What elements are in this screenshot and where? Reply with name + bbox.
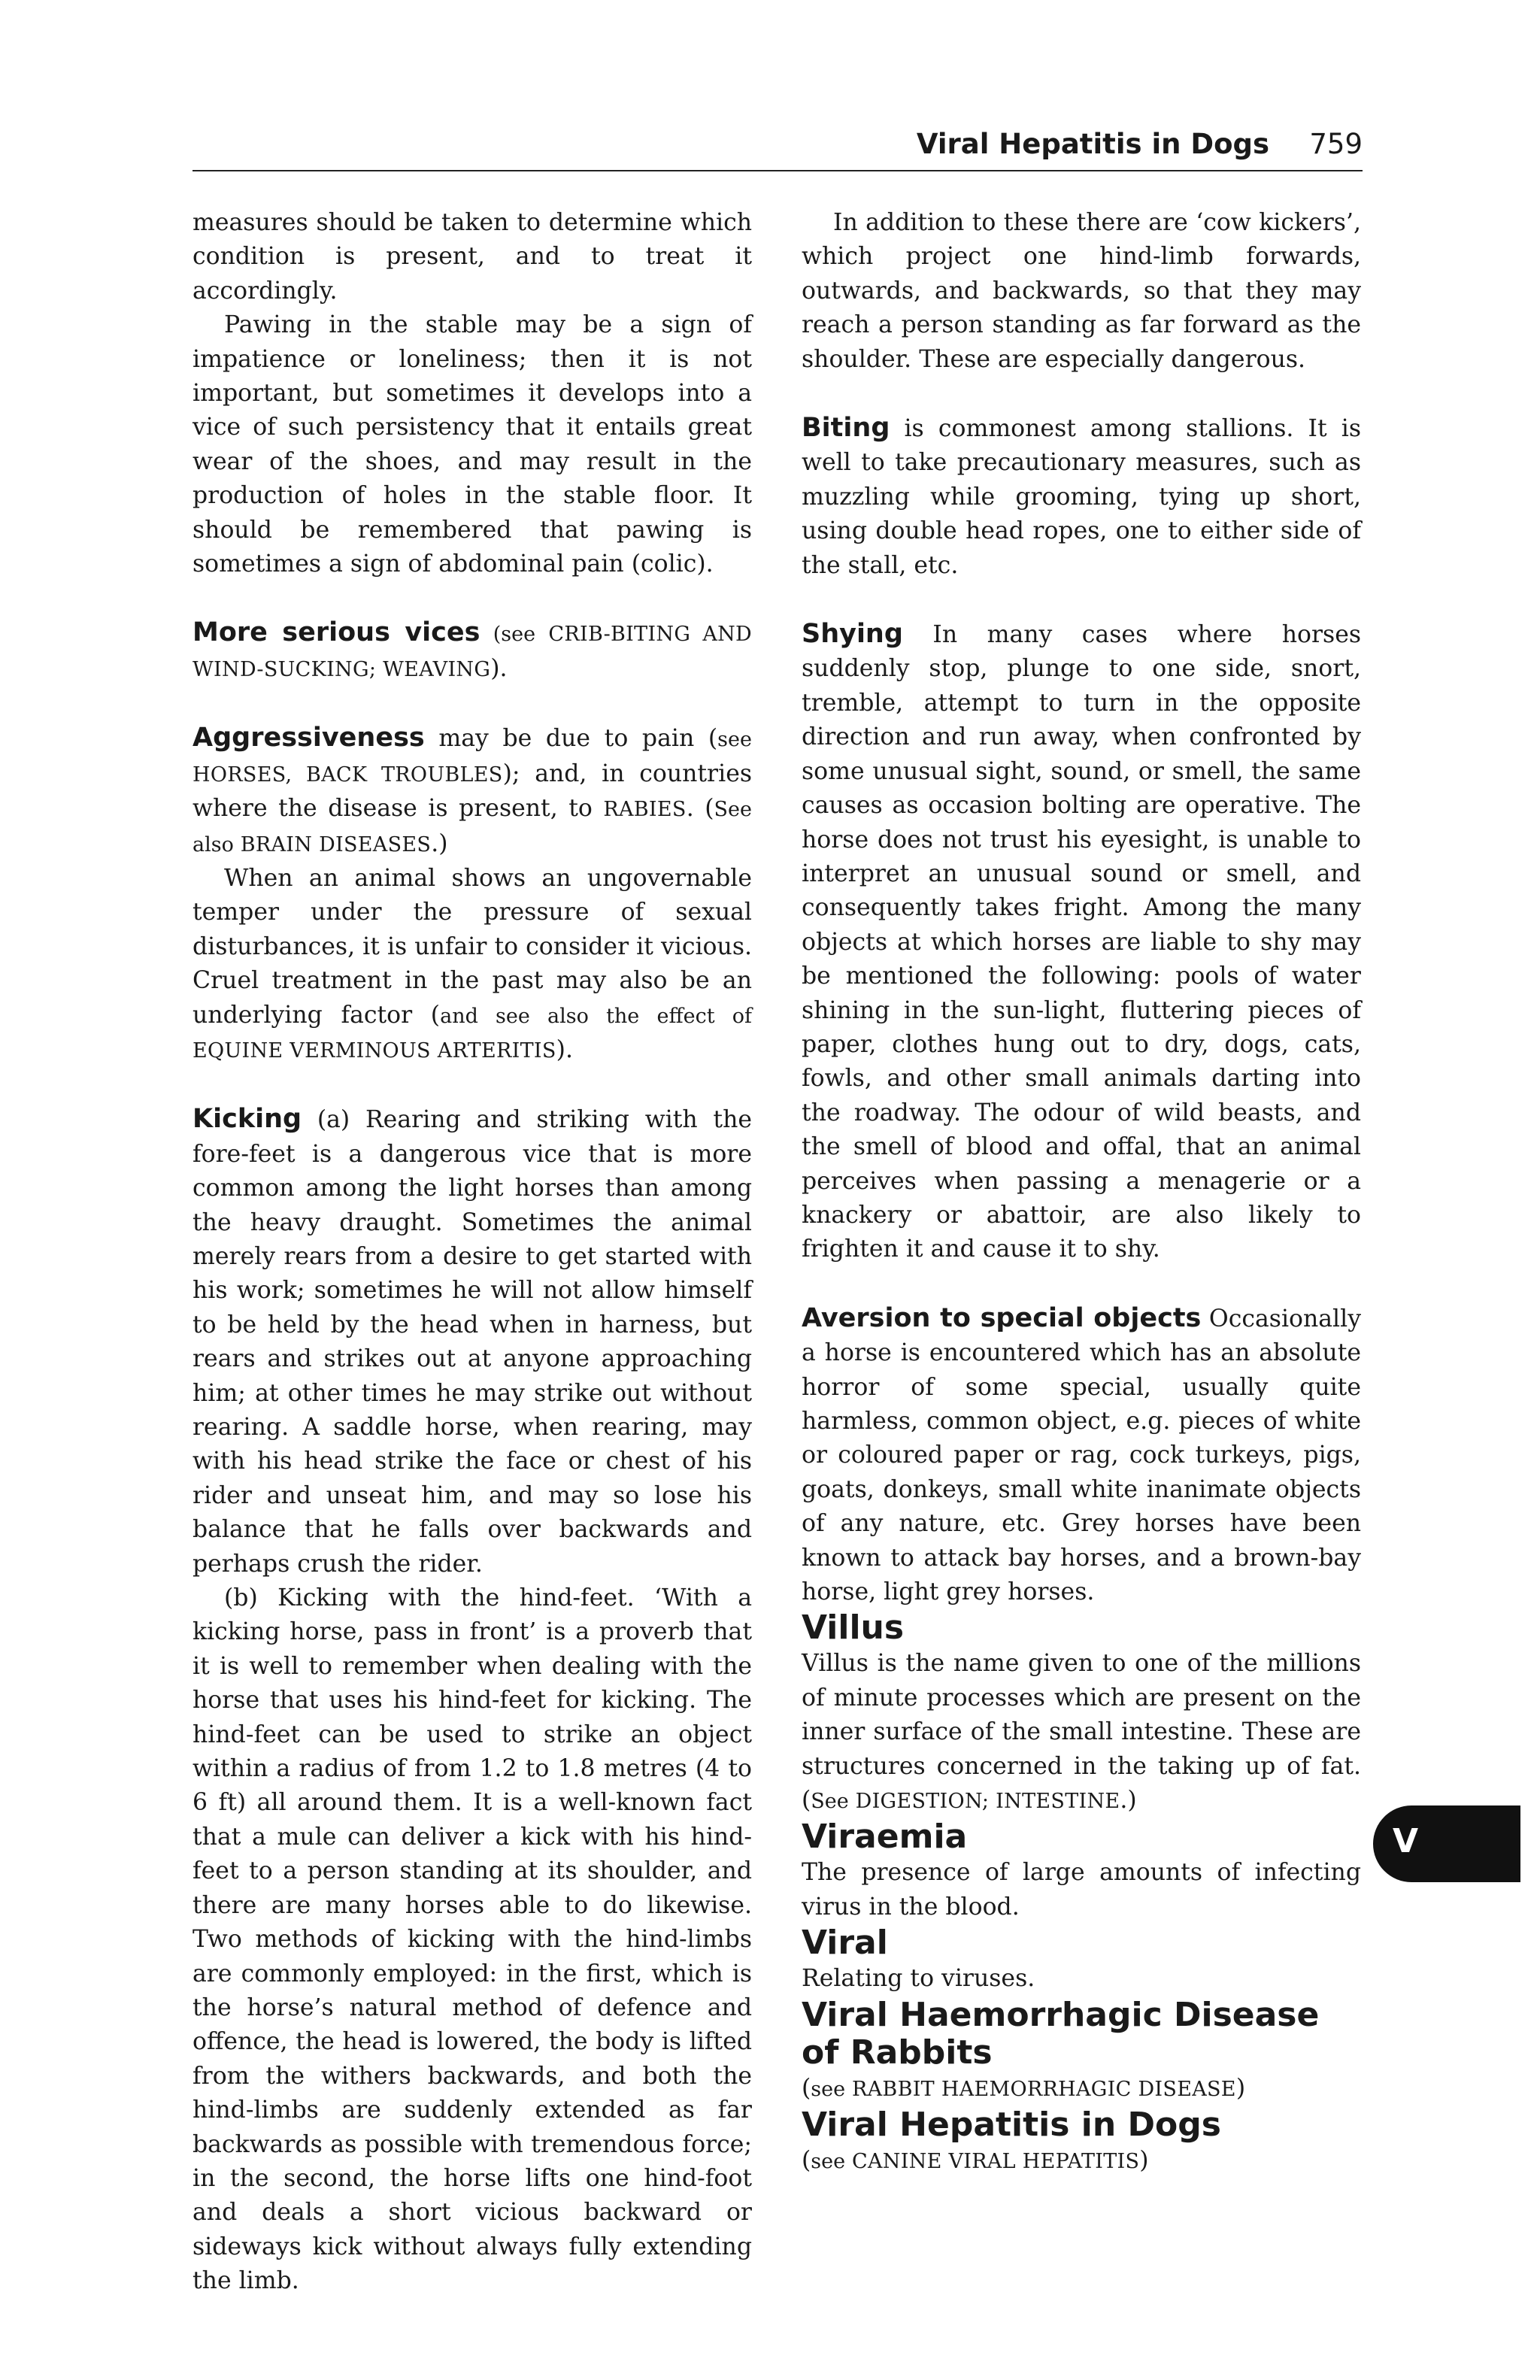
running-head-title: Viral Hepatitis in Dogs xyxy=(916,128,1269,160)
see-label: see xyxy=(811,2077,846,2101)
entry-heading-viraemia: Viraemia xyxy=(802,1818,968,1857)
run-in-heading: Kicking xyxy=(192,1104,302,1135)
cross-reference: CANINE VIRAL HEPATITIS xyxy=(845,2150,1140,2174)
running-head xyxy=(192,128,1363,171)
entry-heading-vhd: Viral Hepatitis in Dogs xyxy=(802,2106,1221,2145)
paragraph: The presence of large amounts of infecting virus in the blood. xyxy=(802,1859,1361,1921)
thumb-index-letter: V xyxy=(1393,1822,1419,1860)
paragraph xyxy=(802,1647,1361,1818)
run-in-heading: Biting xyxy=(802,413,890,444)
paragraph xyxy=(802,2072,1361,2106)
text-run: ( xyxy=(802,2147,811,2175)
cross-reference: CRIB-BITING AND WIND-SUCKING; WEAVING xyxy=(192,623,752,681)
paragraph: Pawing in the stable may be a sign of impatience or loneliness; then it is not important, but sometimes it develops into a vice of such persistency that it entails great wear of the shoes, and may result in the production of holes in the stable floor. It should be remembered that pawing is sometimes a sign of abdominal pain (colic). xyxy=(192,311,752,578)
text-run: ). xyxy=(490,654,508,682)
paragraph: measures should be taken to determine which condition is present, and to treat it accordingly. xyxy=(192,209,752,305)
text-run: ( xyxy=(802,2074,811,2102)
see-label: see xyxy=(717,728,752,752)
text-run: Villus is the name given to one of the millions of minute processes which are present on the inner surface of the small intestine. These are structures concerned in the taking up of fat. ( xyxy=(802,1650,1361,1815)
entry-kicking xyxy=(192,1102,752,1581)
see-label: and see also the effect of xyxy=(440,1004,752,1028)
left-column xyxy=(192,206,752,2299)
text-run: (a) Rearing and striking with the fore-feet is a dangerous vice that is more common among the light horses than among the heavy draught. Sometimes the animal merely rears from a desire to get started with his work; sometimes he will not allow himself to be held by the head when in harness, but rears and strikes out at anyone approaching him; at other times he may strike out without rearing. A saddle horse, when rearing, may with his head strike the face or chest of his rider and unseat him, and may so lose his balance that he falls over backwards and perhaps crush the rider. xyxy=(192,1106,752,1578)
text-run: In many cases where horses suddenly stop, plunge to one side, snort, tremble, attempt to turn in the opposite direction and run away, when confronted by some unusual sight, sound, or smell, the same causes as occasion bolting are operative. The horse does not trust his eyesight, is unable to interpret an unusual sound or smell, and consequently takes fright. Among the many objects at which horses are liable to shy may be mentioned the following: pools of water shining in the sun-light, fluttering pieces of paper, clothes hung out to dry, dogs, cats, fowls, and other small animals darting into the roadway. The odour of wild beasts, and the smell of blood and offal, that an animal perceives when passing a menagerie or a knackery or abattoir, are also likely to frighten it and cause it to shy. xyxy=(802,621,1361,1263)
entry-heading-villus: Villus xyxy=(802,1608,905,1648)
page-number: 759 xyxy=(1309,128,1363,160)
cross-reference: RABIES xyxy=(603,798,687,822)
paragraph xyxy=(802,2144,1361,2178)
see-label: See also xyxy=(192,798,752,856)
paragraph: In addition to these there are ‘cow kickers’, which project one hind-limb forwards, outwards, and backwards, so that they may reach a person standing as far forward as the shoulder. These are especially dangerous. xyxy=(802,209,1361,373)
entry-more-serious-vices xyxy=(192,616,752,687)
run-in-heading: Aggressiveness xyxy=(192,723,425,753)
right-column xyxy=(802,206,1361,2179)
cross-reference: BRAIN DISEASES xyxy=(233,832,432,856)
see-label: see xyxy=(811,2150,846,2174)
entry-aggressiveness xyxy=(192,721,752,862)
run-in-heading: Aversion to special objects xyxy=(802,1302,1202,1333)
see-label: (see xyxy=(493,623,536,647)
text-run: may be due to pain ( xyxy=(424,725,718,753)
paragraph: (b) Kicking with the hind-feet. ‘With a kicking horse, pass in front’ is a proverb that it is well to remember when dealing with the horse that uses his hind-feet for kicking. The hind-feet can be used to strike an object within a radius of from 1.2 to 1.8 metres (4 to 6 ft) all around them. It is a well-known fact that a mule can deliver a kick with his hind-feet to a person standing at its shoulder, and there are many horses able to do likewise. Two methods of kicking with the hind-limbs are commonly employed: in the first, which is the horse’s natural method of defence and offence, the head is lowered, the body is lifted from the withers backwards, and both the hind-limbs are suddenly extended as far backwards as possible with tremendous force; in the second, the horse lifts one hind-foot and deals a short vicious backward or sideways kick without always fully extending the limb. xyxy=(192,1584,752,2295)
text-run: is commonest among stallions. It is well to take precautionary measures, such as muzzling while grooming, tying up short, using double head ropes, one to either side of the stall, etc. xyxy=(802,415,1361,579)
cross-reference: EQUINE VERMINOUS ARTERITIS xyxy=(192,1038,556,1063)
thumb-index-tab xyxy=(1373,1805,1520,1882)
cross-reference: HORSES, BACK TROUBLES xyxy=(192,763,503,787)
paragraph xyxy=(192,862,752,1068)
text-run: ). xyxy=(556,1035,573,1063)
run-in-heading: More serious vices xyxy=(192,617,480,648)
text-run: ); and, in countries where the disease is present, to xyxy=(192,759,752,823)
text-run: .) xyxy=(431,829,448,857)
entry-biting xyxy=(802,411,1361,583)
paragraph: Relating to viruses. xyxy=(802,1965,1035,1993)
text-run: ) xyxy=(1235,2074,1246,2102)
text-run: ) xyxy=(1139,2147,1149,2175)
entry-heading-vhdr: Viral Haemorrhagic Disease of Rabbits xyxy=(802,1995,1320,2072)
cross-reference: RABBIT HAEMORRHAGIC DISEASE xyxy=(845,2077,1236,2101)
text-run: . ( xyxy=(686,795,714,823)
text-run: Occasionally a horse is encountered which has an absolute horror of some special, usually quite harmless, common object, e.g. pieces of white or coloured paper or rag, cock turkeys, pigs, goats, donkeys, small white inanimate objects of any nature, etc. Grey horses have been known to attack bay horses, and a brown-bay horse, light grey horses. xyxy=(802,1305,1362,1606)
run-in-heading: Shying xyxy=(802,619,903,650)
see-label: See xyxy=(811,1790,849,1814)
entry-shying xyxy=(802,617,1361,1267)
cross-reference: DIGESTION; INTESTINE xyxy=(848,1790,1120,1814)
entry-aversion xyxy=(802,1302,1361,1610)
text-run: .) xyxy=(1120,1787,1137,1815)
text-run: When an animal shows an ungovernable temper under the pressure of sexual disturbances, it is unfair to consider it vicious. Cruel treatment in the past may also be an underlying factor ( xyxy=(192,864,752,1029)
entry-heading-viral: Viral xyxy=(802,1924,888,1963)
